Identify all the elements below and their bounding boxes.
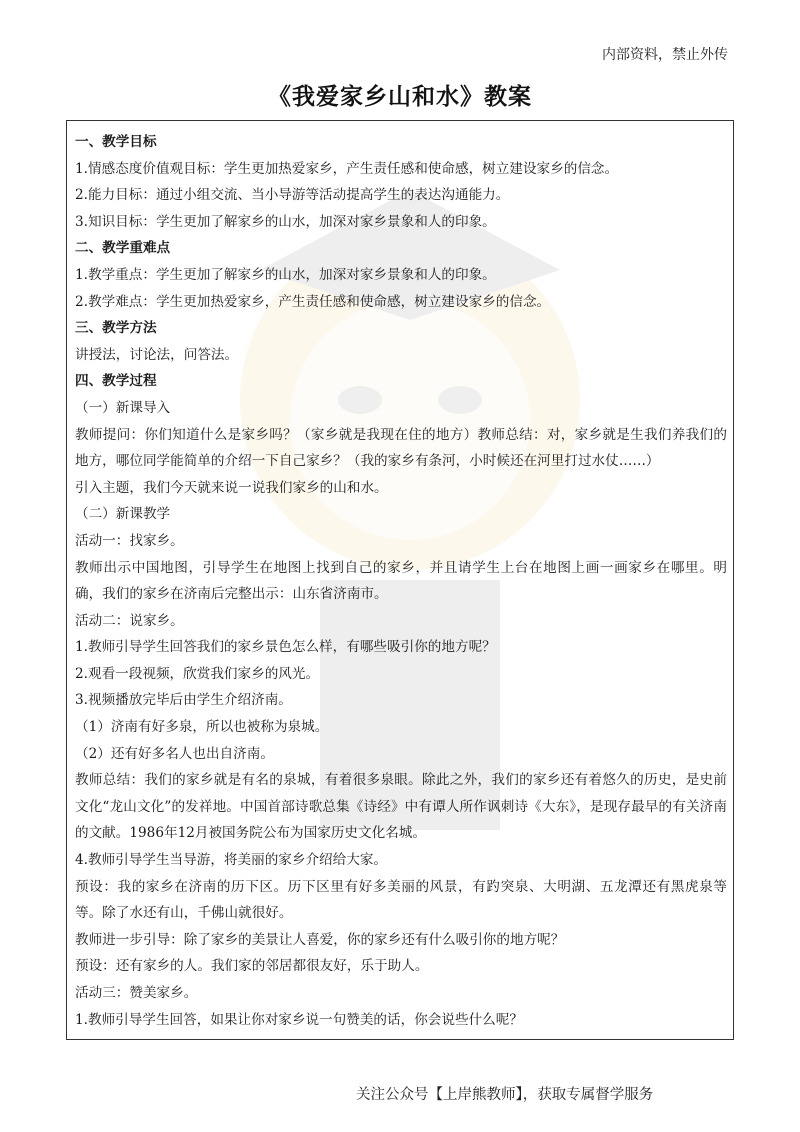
- content-line: 3.视频播放完毕后由学生介绍济南。: [75, 692, 292, 709]
- section-heading: 三、教学方法: [75, 320, 157, 337]
- content-line: （一）新课导入: [75, 399, 171, 416]
- content-line: 4.教师引导学生当导游，将美丽的家乡介绍给大家。: [75, 852, 388, 869]
- content-line: 引入主题，我们今天就来说一说我们家乡的山和水。: [75, 479, 388, 496]
- content-line: 2.教学难点：学生更加热爱家乡，产生责任感和使命感，树立建设家乡的信念。: [75, 293, 551, 310]
- content-line: 3.知识目标：学生更加了解家乡的山水，加深对家乡景象和人的印象。: [75, 213, 496, 230]
- lesson-content-box: [66, 120, 734, 1040]
- content-paragraph: 教师提问：你们知道什么是家乡吗？（家乡就是我现在住的地方）教师总结：对，家乡就是生我们养我们的地方，哪位同学能简单的介绍一下自己家乡？（我的家乡有条河，小时候还在河里打过水仗……）: [75, 426, 727, 470]
- content-line: （2）还有好多名人也出自济南。: [75, 745, 274, 762]
- content-line: 1.教师引导学生回答，如果让你对家乡说一句赞美的话，你会说些什么呢？: [75, 1011, 523, 1028]
- content-line: 教师进一步引导：除了家乡的美景让人喜爱，你的家乡还有什么吸引你的地方呢？: [75, 931, 565, 948]
- content-paragraph: 预设：我的家乡在济南的历下区。历下区里有好多美丽的风景，有趵突泉、大明湖、五龙潭还有黑虎泉等等。除了水还有山，千佛山就很好。: [75, 878, 727, 922]
- content-line: 活动二：说家乡。: [75, 612, 184, 629]
- page-title: 《我爱家乡山和水》教案: [268, 83, 532, 110]
- content-paragraph: 教师出示中国地图，引导学生在地图上找到自己的家乡，并且请学生上台在地图上画一画家乡在哪里。明确，我们的家乡在济南后完整出示：山东省济南市。: [75, 559, 727, 603]
- content-line: 讲授法，讨论法，问答法。: [75, 346, 239, 363]
- section-heading: 一、教学目标: [75, 134, 157, 150]
- content-line: 预设：还有家乡的人。我们家的邻居都很友好，乐于助人。: [75, 958, 429, 975]
- content-line: 2.能力目标：通过小组交流、当小导游等活动提高学生的表达沟通能力。: [75, 187, 510, 204]
- content-line: （1）济南有好多泉，所以也被称为泉城。: [75, 719, 329, 736]
- section-heading: 四、教学过程: [75, 373, 157, 390]
- section-heading: 二、教学重难点: [75, 240, 171, 257]
- content-line: 活动一：找家乡。: [75, 532, 184, 549]
- content-line: 1.教学重点：学生更加了解家乡的山水，加深对家乡景象和人的印象。: [75, 266, 496, 283]
- content-line: 1.情感态度价值观目标：学生更加热爱家乡，产生责任感和使命感，树立建设家乡的信念。: [75, 160, 619, 177]
- footer-note: 关注公众号【上岸熊教师】，获取专属督学服务: [356, 1087, 654, 1103]
- content-paragraph: 教师总结：我们的家乡就是有名的泉城，有着很多泉眼。除此之外，我们的家乡还有着悠久的历史，是史前文化“龙山文化”的发祥地。中国首部诗歌总集《诗经》中有谭人所作讽刺诗《大东》，是现存最早的有关济南的文献。1986年12月被国务院公布为国家历史文化名城。: [75, 772, 727, 842]
- content-line: 活动三：赞美家乡。: [75, 985, 198, 1001]
- content-line: （二）新课教学: [75, 506, 171, 523]
- confidential-note: 内部资料，禁止外传: [602, 47, 728, 63]
- content-line: 2.观看一段视频，欣赏我们家乡的风光。: [75, 665, 320, 682]
- content-line: 1.教师引导学生回答我们的家乡景色怎么样，有哪些吸引你的地方呢？: [75, 639, 496, 656]
